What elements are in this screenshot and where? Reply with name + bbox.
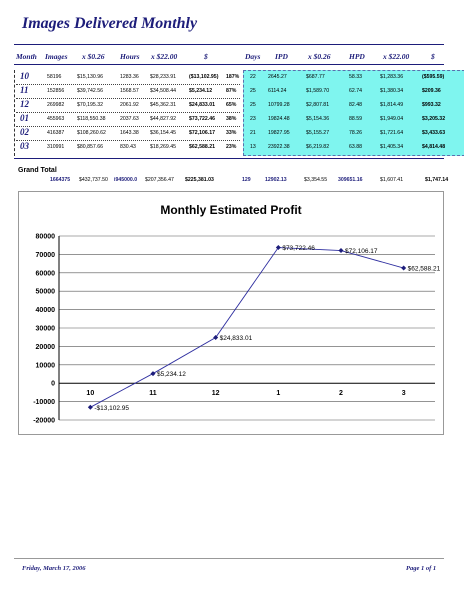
cell-month: 02 <box>20 127 29 137</box>
cell-images: 455963 <box>47 116 65 122</box>
y-tick-label: -20000 <box>33 417 55 425</box>
cell-ipd: 2645.27 <box>268 74 287 80</box>
cell-pct: 187% <box>226 74 240 80</box>
footer-page: Page 1 of 1 <box>406 565 437 572</box>
cell-dollar: $62,588.21 <box>189 144 215 150</box>
cell-hours: 2037.63 <box>120 116 139 122</box>
chart-svg <box>19 192 443 434</box>
cell-x026: $39,742.56 <box>77 88 103 94</box>
cell-x026b: $6,219.82 <box>306 144 330 150</box>
y-tick-label: 20000 <box>35 343 55 351</box>
gt-days: 129 <box>242 177 251 183</box>
cell-days: 22 <box>250 74 256 80</box>
column-headers <box>14 50 450 64</box>
cell-dollar: $24,833.01 <box>189 102 215 108</box>
cell-pct: 87% <box>226 88 237 94</box>
gt-x026b: $3,354.55 <box>304 177 328 183</box>
data-label: $73,722.46 <box>282 245 315 253</box>
gt-x026: $432,737.50 <box>79 177 108 183</box>
cell-pct: 33% <box>226 130 237 136</box>
y-tick-label: 10000 <box>35 362 55 370</box>
gt-hpd: 309651.16 <box>338 177 363 183</box>
cell-ipd: 19824.48 <box>268 116 290 122</box>
y-tick-label: 80000 <box>35 233 55 241</box>
gt-x22: $207,356.47 <box>145 177 174 183</box>
cell-x22: $45,362.31 <box>150 102 176 108</box>
cell-x22b: $1,283.36 <box>380 74 404 80</box>
data-label: $72,106.17 <box>345 248 378 256</box>
cell-images: 310991 <box>47 144 65 150</box>
cell-month: 12 <box>20 99 29 109</box>
col-days: Days <box>245 52 261 61</box>
x-tick-label: 11 <box>149 390 157 398</box>
cell-pct: 38% <box>226 116 237 122</box>
report-title: Images Delivered Monthly <box>22 15 198 32</box>
cell-x026b: $2,807.81 <box>306 102 330 108</box>
cell-x22: $28,233.91 <box>150 74 176 80</box>
col-x026b: x $0.26 <box>308 52 331 61</box>
cell-ipd: 6114.24 <box>268 88 287 94</box>
table-row <box>14 84 450 98</box>
y-tick-label: 30000 <box>35 325 55 333</box>
cell-month: 03 <box>20 141 29 151</box>
cell-days: 21 <box>250 130 256 136</box>
table-row <box>14 98 450 112</box>
cell-hpd: 78.26 <box>349 130 362 136</box>
cell-x22b: $1,814.49 <box>380 102 404 108</box>
cell-month: 11 <box>20 85 29 95</box>
cell-hpd: 88.59 <box>349 116 362 122</box>
cell-dollar: $73,722.46 <box>189 116 215 122</box>
gt-images: 1664375 <box>50 177 71 183</box>
cell-images: 416387 <box>47 130 65 136</box>
cell-hours: 2061.92 <box>120 102 139 108</box>
col-hours: Hours <box>120 52 140 61</box>
cell-x22b: $1,949.04 <box>380 116 404 122</box>
data-label: $5,234.12 <box>157 371 186 379</box>
data-point <box>339 248 344 253</box>
cell-dollarb: ($595.59) <box>422 74 445 80</box>
x-tick-label: 12 <box>211 390 220 398</box>
cell-hpd: 82.48 <box>349 102 362 108</box>
cell-x026b: $687.77 <box>306 74 325 80</box>
gt-ipd: 12902.13 <box>265 177 287 183</box>
grand-total-label: Grand Total <box>18 167 57 174</box>
col-x22b: x $22.00 <box>383 52 410 61</box>
cell-x22b: $1,380.34 <box>380 88 404 94</box>
y-tick-label: -10000 <box>33 399 55 407</box>
y-tick-label: 60000 <box>35 270 55 278</box>
y-tick-label: 50000 <box>35 288 55 296</box>
profit-chart <box>18 191 444 435</box>
cell-pct: 65% <box>226 102 237 108</box>
cell-dollarb: $993.32 <box>422 102 441 108</box>
x-tick-label: 2 <box>339 390 343 398</box>
footer-date: Friday, March 17, 2006 <box>22 565 86 572</box>
cell-hours: 1643.38 <box>120 130 139 136</box>
col-images: Images <box>45 52 68 61</box>
table-row <box>14 126 450 140</box>
gt-dollarb: $1,747.14 <box>425 177 449 183</box>
cell-dollar: $5,234.12 <box>189 88 213 94</box>
header-rule <box>14 44 444 45</box>
cell-dollar: ($13,102.95) <box>189 74 219 80</box>
data-table <box>14 70 450 156</box>
cell-dollarb: $4,814.48 <box>422 144 446 150</box>
cell-hours: 1568.57 <box>120 88 139 94</box>
chart-grid <box>59 236 435 420</box>
table-row <box>14 112 450 126</box>
col-ipd: IPD <box>275 52 288 61</box>
cell-days: 13 <box>250 144 256 150</box>
cell-x026b: $5,155.27 <box>306 130 330 136</box>
col-month: Month <box>16 52 37 61</box>
cell-ipd: 23922.38 <box>268 144 290 150</box>
cell-ipd: 19827.95 <box>268 130 290 136</box>
cell-x22: $18,269.45 <box>150 144 176 150</box>
cell-images: 152856 <box>47 88 65 94</box>
y-tick-label: 70000 <box>35 251 55 259</box>
cell-hpd: 63.88 <box>349 144 362 150</box>
cell-x026: $70,195.32 <box>77 102 103 108</box>
data-label: $24,833.01 <box>219 335 253 343</box>
col-x22: x $22.00 <box>151 52 178 61</box>
data-point <box>88 405 93 410</box>
data-point <box>151 371 156 376</box>
chart-series <box>88 245 441 412</box>
cell-x22: $44,827.92 <box>150 116 176 122</box>
cell-x22b: $1,721.64 <box>380 130 404 136</box>
cell-month: 10 <box>20 71 29 81</box>
cell-x026: $80,857.66 <box>77 144 103 150</box>
cell-x22: $34,508.44 <box>150 88 176 94</box>
chart-x-ticks <box>86 390 405 397</box>
cell-pct: 23% <box>226 144 237 150</box>
column-rule <box>14 64 444 65</box>
cell-hpd: 58.33 <box>349 74 362 80</box>
cell-dollarb: $3,433.63 <box>422 130 446 136</box>
y-tick-label: 0 <box>51 380 55 388</box>
cell-month: 01 <box>20 113 29 123</box>
gt-x22b: $1,607.41 <box>380 177 404 183</box>
x-tick-label: 3 <box>401 390 406 398</box>
cell-x22: $36,154.45 <box>150 130 176 136</box>
cell-x026: $118,550.38 <box>77 116 106 122</box>
cell-x026: $15,130.96 <box>77 74 103 80</box>
cell-hours: 1283.36 <box>120 74 139 80</box>
chart-y-ticks <box>33 234 55 425</box>
cell-dollar: $72,106.17 <box>189 130 215 136</box>
cell-x22b: $1,405.34 <box>380 144 404 150</box>
cell-images: 58196 <box>47 74 62 80</box>
cell-x026b: $1,589.70 <box>306 88 330 94</box>
x-tick-label: 10 <box>86 390 95 398</box>
col-dollarb: $ <box>431 52 435 61</box>
grand-total-row <box>14 177 450 187</box>
cell-dollarb: $3,205.32 <box>422 116 446 122</box>
x-tick-label: 1 <box>276 390 281 398</box>
cell-hours: 830.43 <box>120 144 136 150</box>
cell-days: 25 <box>250 102 256 108</box>
gt-dollar: $225,381.03 <box>185 177 214 183</box>
cell-images: 269982 <box>47 102 65 108</box>
cell-hpd: 62.74 <box>349 88 362 94</box>
gt-hours: i945000.0 <box>114 177 138 183</box>
cell-days: 25 <box>250 88 256 94</box>
cell-x026: $108,260.62 <box>77 130 106 136</box>
col-hpd: HPD <box>349 52 365 61</box>
cell-dollarb: $209.36 <box>422 88 441 94</box>
grand-total-rule <box>14 158 444 159</box>
table-row <box>14 70 450 84</box>
data-point <box>401 266 406 271</box>
cell-days: 23 <box>250 116 256 122</box>
cell-ipd: 10799.28 <box>268 102 290 108</box>
col-dollar: $ <box>204 52 208 61</box>
chart-title: Monthly Estimated Profit <box>160 203 302 217</box>
table-row <box>14 140 450 154</box>
data-label: $62,588.21 <box>407 265 441 273</box>
data-label: -$13,102.95 <box>94 404 130 412</box>
col-x026: x $0.26 <box>82 52 105 61</box>
footer-rule <box>14 558 444 559</box>
y-tick-label: 40000 <box>35 307 55 315</box>
cell-x026b: $5,154.36 <box>306 116 330 122</box>
